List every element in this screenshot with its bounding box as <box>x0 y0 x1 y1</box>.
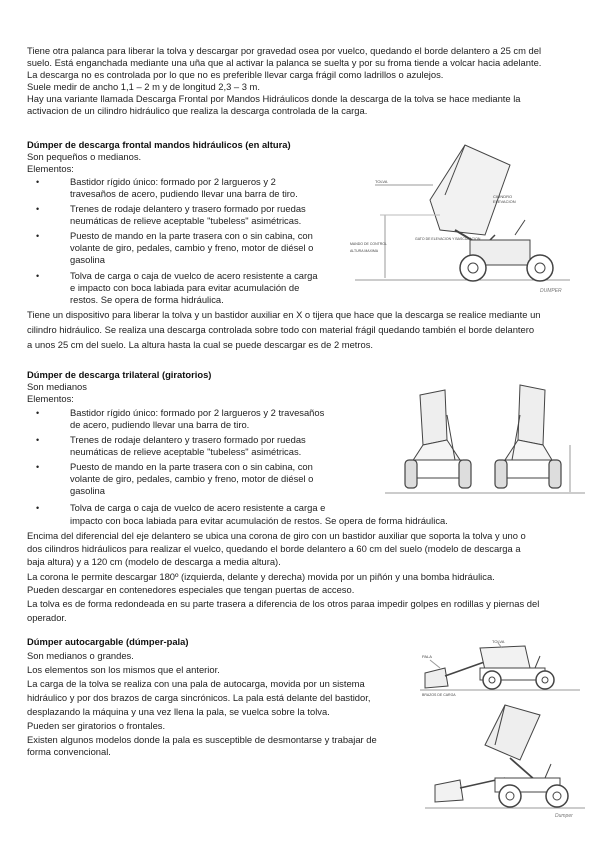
loader-bucket <box>435 780 463 802</box>
lift-cylinder <box>510 758 535 780</box>
intro-line-5: Hay una variante llamada Descarga Frontal por Mandos Hidráulicos donde la descarga de la tolva se hace mediante la <box>27 93 521 104</box>
right-wheel-2 <box>549 460 561 488</box>
section2-title: Dúmper de descarga trilateral (giratorios) <box>27 369 212 380</box>
s3-line-7: Existen algunos modelos donde la pala es susceptible de desmontarse y trabajar de <box>27 734 377 745</box>
front-wheel <box>499 785 521 807</box>
hopper-shape <box>480 646 530 670</box>
label-elevacion: ELEVACION <box>493 199 516 204</box>
s2-bullet1-line1: Bastidor rígido único: formado por 2 largueros y 2 travesaños <box>70 407 325 418</box>
s2-bullet3-line2: volante de giro, pedales, cambio y freno, motor de diésel o <box>70 473 314 484</box>
s1-bullet2-line1: Trenes de rodaje delantero y trasero formado por ruedas <box>70 203 306 214</box>
front-wheel <box>483 671 501 689</box>
s3-line-1: Son medianos o grandes. <box>27 650 134 661</box>
s2-bullet3-line1: Puesto de mando en la parte trasera con o sin cabina, con <box>70 461 313 472</box>
bullet-glyph: • <box>36 503 40 513</box>
s3-line-5: desplazando la máquina y una vez llena la pala, se vuelca sobre la tolva. <box>27 706 330 717</box>
s2-bullet2-line2: neumáticas de relieve aceptable "tubeless" asimétricas. <box>70 446 302 457</box>
bullet-glyph: • <box>36 462 40 472</box>
left-hopper <box>420 390 447 445</box>
label-tolva: TOLVA <box>492 639 505 644</box>
illustration-signature: Dumper <box>555 813 573 819</box>
rear-wheel <box>527 255 553 281</box>
s1-bullet3-line1: Puesto de mando en la parte trasera con o sin cabina, con <box>70 230 313 241</box>
s2-bullet1-line2: de acero, pudiendo llevar una barra de tiro. <box>70 419 250 430</box>
s2-after-line-3: baja altura) y a 120 cm (modelo de descarga a media altura). <box>27 556 281 567</box>
s2-after-line-4: La corona le permite descargar 180º (izquierda, delante y derecha) movida por un piñón y una bomba hidráulica. <box>27 571 495 582</box>
s3-line-3: La carga de la tolva se realiza con una pala de autocarga, movida por un sistema <box>27 678 365 689</box>
s1-after-line-3: a unos 25 cm del suelo. La altura hasta la cual se puede descargar es de 2 metros. <box>27 339 374 350</box>
bullet-glyph: • <box>36 204 40 214</box>
rear-wheel <box>546 785 568 807</box>
right-hopper <box>518 385 545 445</box>
illustration-signature: DUMPER <box>540 288 562 294</box>
trilateral-dumper-illustration <box>385 375 585 510</box>
s3-line-4: hidráulico y por dos brazos de carga sincrónicos. La pala está delante del bastidor, <box>27 692 371 703</box>
intro-line-3: La descarga no es controlada por lo que no es preferible llevar carga frágil como ladrillos o azulejos. <box>27 69 444 80</box>
bullet-glyph: • <box>36 408 40 418</box>
label-mando: MANDO DE CONTROL <box>350 242 387 246</box>
self-loading-dumper-dumping-illustration <box>425 700 585 820</box>
label-brazos: BRAZOS DE CARGA <box>422 693 456 697</box>
left-chassis <box>413 460 463 478</box>
front-dumper-illustration <box>345 140 575 300</box>
s1-after-line-1: Tiene un dispositivo para liberar la tolva y un bastidor auxiliar en X o tijera que hace que la descarga se realice mediante un <box>27 309 541 320</box>
intro-line-4: Suele medir de ancho 1,1 – 2 m y de longitud 2,3 – 3 m. <box>27 81 260 92</box>
label-altura: ALTURA MAXIMA <box>350 249 379 253</box>
self-loading-dumper-loading-illustration <box>420 638 580 698</box>
bullet-glyph: • <box>36 435 40 445</box>
s1-bullet3-line3: gasolina <box>70 254 105 265</box>
s3-line-6: Pueden ser giratorios o frontales. <box>27 720 166 731</box>
section1-title: Dúmper de descarga frontal mandos hidráulicos (en altura) <box>27 139 291 150</box>
s1-bullet4-line3: restos. Se opera de forma hidráulica. <box>70 294 224 305</box>
label-cilindro: CILINDRO <box>493 194 513 199</box>
bullet-glyph: • <box>36 271 40 281</box>
s1-bullet2-line2: neumáticas de relieve aceptable "tubeless" asimétricas. <box>70 215 302 226</box>
s2-after-line-7: operador. <box>27 612 67 623</box>
bullet-glyph: • <box>36 177 40 187</box>
s2-after-line-5: Pueden descargar en contenedores especiales que tengan puertas de acceso. <box>27 584 355 595</box>
section2-elements-label: Elementos: <box>27 393 74 404</box>
s1-bullet4-line1: Tolva de carga o caja de vuelco de acero resistente a carga <box>70 270 318 281</box>
s1-after-line-2: cilindro hidráulico. Se realiza una descarga controlada sobre todo con material frágil quedando también el borde delantero <box>27 324 535 335</box>
label-pala: PALA <box>422 654 432 659</box>
label-gato: GATO DE ELEVACION Y BASCULACION <box>415 237 481 241</box>
section3-title: Dúmper autocargable (dúmper-pala) <box>27 636 189 647</box>
intro-line-2: suelo. Está enganchada mediante una uña que al activar la palanca se suelta y por su froma tiende a volcar hacia adelante. <box>27 57 542 68</box>
left-wheel-1 <box>405 460 417 488</box>
s2-bullet4-line2: impacto con boca labiada para evitar acumulación de restos. Se opera de forma hidráulica. <box>70 515 448 526</box>
s1-bullet1-line2: travesaños de acero, pudiendo llevar una barra de tiro. <box>70 188 298 199</box>
s2-bullet3-line3: gasolina <box>70 485 105 496</box>
s1-bullet3-line2: volante de giro, pedales, cambio y freno, motor de diésel o <box>70 242 314 253</box>
bullet-glyph: • <box>36 231 40 241</box>
right-chassis <box>503 460 553 478</box>
s2-bullet2-line1: Trenes de rodaje delantero y trasero formado por ruedas <box>70 434 306 445</box>
section1-elements-label: Elementos: <box>27 163 74 174</box>
intro-line-1: Tiene otra palanca para liberar la tolva y descargar por gravedad osea por vuelco, quedando el borde delantero a 25 cm del <box>27 45 542 56</box>
s1-bullet1-line1: Bastidor rígido único: formado por 2 largueros y 2 <box>70 176 276 187</box>
intro-line-6: activacion de un cilindro hidráulico que realiza la descarga controlada de la carga. <box>27 105 368 116</box>
right-wheel-1 <box>495 460 507 488</box>
rear-wheel <box>536 671 554 689</box>
s2-bullet4-line1: Tolva de carga o caja de vuelco de acero resistente a carga e <box>70 502 326 513</box>
s2-after-line-2: dos cilindros hidráulicos para realizar el vuelco, quedando el borde delantero a 60 cm del suelo (modelo de descarga a <box>27 543 521 554</box>
hopper-shape <box>430 145 513 235</box>
section1-size: Son pequeños o medianos. <box>27 151 142 162</box>
section2-size: Son medianos <box>27 381 87 392</box>
s2-after-line-6: La tolva es de forma redondeada en su parte trasera a diferencia de los otros paraa impedir golpes en rodillas y piernas del <box>27 598 540 609</box>
s3-line-2: Los elementos son los mismos que el anterior. <box>27 664 220 675</box>
loader-bucket <box>425 668 448 688</box>
s3-line-8: forma convencional. <box>27 746 111 757</box>
tipped-hopper <box>485 705 540 760</box>
label-tolva: TOLVA <box>375 179 388 184</box>
front-wheel <box>460 255 486 281</box>
s2-after-line-1: Encima del diferencial del eje delantero se ubica una corona de giro con un bastidor auxiliar que soporta la tolva y uno o <box>27 530 526 541</box>
s1-bullet4-line2: e impacto con boca labiada para evitar acumulación de <box>70 282 300 293</box>
left-wheel-2 <box>459 460 471 488</box>
